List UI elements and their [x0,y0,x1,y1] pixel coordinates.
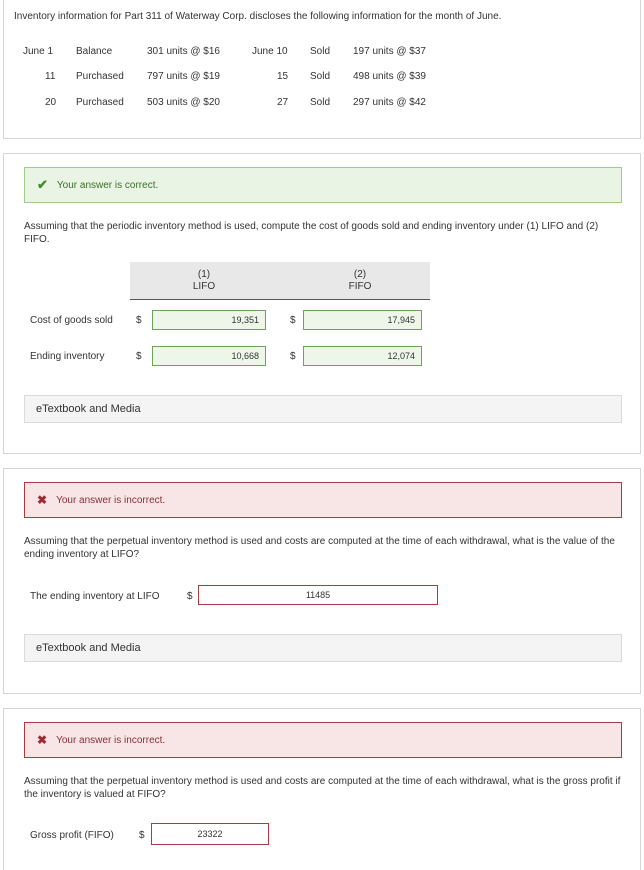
question-3-card [3,708,641,870]
fifo-header-number: (2) [353,269,367,280]
ending-inventory-lifo-input[interactable]: 11485 [198,585,438,605]
check-icon: ✔ [37,177,48,192]
cogs-lifo-input[interactable]: 19,351 [152,310,266,330]
detail-cell: 797 units @ $19 [147,71,220,82]
detail-cell: 301 units @ $16 [147,46,220,57]
type-cell: Sold [310,46,331,57]
cogs-label: Cost of goods sold [30,315,113,326]
gross-profit-input[interactable]: 23322 [151,823,269,845]
ending-inventory-label: Ending inventory [30,351,105,362]
date-cell: 15 [277,71,289,82]
etextbook-link[interactable]: eTextbook and Media [24,395,622,423]
etextbook-link[interactable]: eTextbook and Media [24,634,622,662]
ending-inventory-fifo-input[interactable]: 12,074 [303,346,422,366]
incorrect-banner [24,722,622,758]
question-text: Assuming that the perpetual inventory method is used and costs are computed at the time of each withdrawal, what is the gross profit if the inventory is valued at FIFO? [24,776,621,800]
question-text: Assuming that the perpetual inventory method is used and costs are computed at the time of each withdrawal, what is the value of the ending inventory at LIFO? [24,536,615,560]
x-icon: ✖ [37,733,48,747]
currency-symbol: $ [139,830,145,841]
banner-text: Your answer is incorrect. [56,494,166,506]
lifo-header-label: LIFO [192,281,216,292]
table-header [130,262,430,300]
detail-cell: 498 units @ $39 [353,71,426,82]
detail-cell: 197 units @ $37 [353,46,426,57]
date-cell: June 10 [252,46,288,57]
question-1-card [3,153,641,454]
correct-banner [24,167,622,203]
x-icon: ✖ [37,493,48,507]
detail-cell: 503 units @ $20 [147,97,220,108]
type-cell: Sold [310,97,331,108]
date-cell: 20 [45,97,57,108]
lifo-header-number: (1) [197,269,211,280]
question-2-card [3,468,641,694]
incorrect-banner [24,482,622,518]
ending-inventory-lifo-input[interactable]: 10,668 [152,346,266,366]
type-cell: Balance [76,46,113,57]
gross-profit-label: Gross profit (FIFO) [30,830,114,841]
type-cell: Purchased [76,71,124,82]
intro-text: Inventory information for Part 311 of Waterway Corp. discloses the following information for the month of June. [14,11,502,22]
ending-inventory-lifo-label: The ending inventory at LIFO [30,591,160,602]
type-cell: Purchased [76,97,124,108]
currency-symbol: $ [136,351,142,362]
banner-text: Your answer is correct. [56,179,159,191]
currency-symbol: $ [136,315,142,326]
question-text: Assuming that the periodic inventory method is used, compute the cost of goods sold and ending inventory under (1) LIFO and (2) FIFO. [24,221,599,245]
currency-symbol: $ [290,315,296,326]
fifo-header-label: FIFO [348,281,372,292]
currency-symbol: $ [290,351,296,362]
lifo-header [144,269,264,293]
cogs-fifo-input[interactable]: 17,945 [303,310,422,330]
detail-cell: 297 units @ $42 [353,97,426,108]
date-cell: 27 [277,97,289,108]
banner-text: Your answer is incorrect. [56,734,166,746]
date-cell: June 1 [23,46,54,57]
date-cell: 11 [45,71,56,82]
fifo-header [300,269,420,293]
currency-symbol: $ [187,591,193,602]
inventory-info-card [3,0,641,139]
type-cell: Sold [310,71,331,82]
